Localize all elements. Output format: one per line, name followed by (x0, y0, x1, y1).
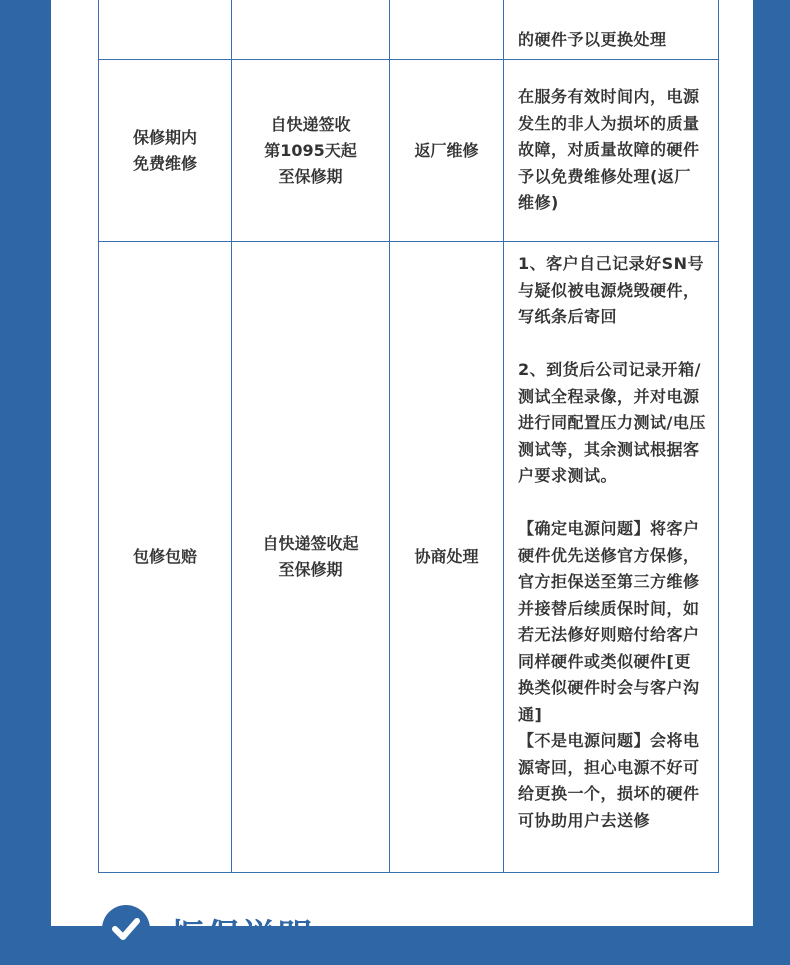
service-type-cell: 包修包赔 (99, 242, 232, 873)
warranty-table (98, 0, 719, 873)
table-row (99, 60, 719, 242)
check-circle-icon (102, 905, 150, 953)
method-cell (390, 0, 504, 60)
description-cell: 在服务有效时间内，电源发生的非人为损坏的质量故障，对质量故障的硬件予以免费维修处理(返厂维修) (504, 60, 719, 242)
method-cell: 返厂维修 (390, 60, 504, 242)
table-row (99, 242, 719, 873)
period-cell: 自快递签收起 至保修期 (232, 242, 390, 873)
section-title: 拒保说明 (170, 917, 314, 957)
period-cell (232, 0, 390, 60)
service-type-cell: 保修期内 免费维修 (99, 60, 232, 242)
period-cell: 自快递签收 第1095天起 至保修期 (232, 60, 390, 242)
description-cell: 的硬件予以更换处理 (504, 0, 719, 60)
method-cell: 协商处理 (390, 242, 504, 873)
service-type-cell (99, 0, 232, 60)
table-row (99, 0, 719, 60)
description-cell: 1、客户自己记录好SN号与疑似被电源烧毁硬件，写纸条后寄回 2、到货后公司记录开箱/测试全程录像，并对电源进行同配置压力测试/电压测试等，其余测试根据客户要求测试。 【确定电源问题】将客户硬件优先送修官方保修，官方拒保送至第三方维修并接替后续质保时间，如若无法修好则赔付给客户同样硬件或类似硬件[更换类似硬件时会与客户沟通] 【不是电源问题】会将电源寄回，担心电源不好可给更换一个，损坏的硬件可协助用户去送修 (504, 242, 719, 873)
